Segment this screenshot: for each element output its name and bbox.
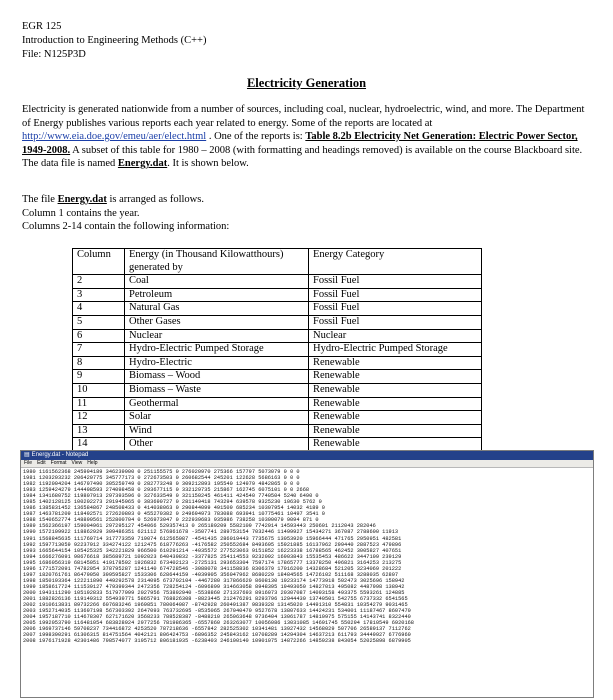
arrangement-line-3: Columns 2-14 contain the following information:	[22, 221, 230, 233]
data-line: 1980 1161562368 245994189 346239900 0 251155575 0 276020970 275366 157797 5073079 0 0 0	[23, 469, 300, 475]
notepad-icon: ▤	[24, 452, 30, 458]
data-line: 1992 1597713059 92237912 334274122 1212475 618776263 -4176582 250552684 8493695 15921885 16137962 299440 2887523 479896	[23, 541, 402, 548]
data-line: 1982 1192004204 146797490 305259749 0 282773248 0 309212893 195540 124979 4842865 0 0 0	[23, 481, 300, 488]
intro-paragraph	[22, 103, 594, 171]
data-line: 2004 1957187710 114678307 627171620 3568233 788528387 -8488210 265063648 9736404 13061787 14810975 575155 14143741 8322440	[23, 614, 411, 621]
data-line: 1995 1686056319 68145051 419178592 1926832 673402123 -2725131 293653304 7597174 17865777 13378250 496821 3164253 213275	[23, 559, 402, 566]
menu-format[interactable]: Format	[50, 460, 67, 466]
table-row	[73, 275, 482, 289]
energy-source: Other Gases	[125, 315, 309, 329]
header-energy: Energy (in Thousand Kilowatthours) generated by	[125, 249, 309, 275]
table-row	[73, 424, 482, 438]
menu-view[interactable]: View	[71, 460, 83, 466]
columns-table-body	[73, 275, 482, 452]
energy-source: Solar	[125, 411, 309, 425]
header-column: Column	[73, 249, 125, 275]
notepad-text-area[interactable]	[21, 468, 593, 697]
intro-text-3: A subset of this table for 1980 – 2008 (with formatting and headings removed) is available on the course Blackboard site. The data file is named	[22, 144, 583, 170]
data-line: 1991 1568845635 111769714 317773359 719074 612565087 -4541435 286019443 7735675 13053920 15966444 471765 2950951 482581	[23, 535, 402, 542]
notepad-content	[23, 469, 414, 644]
data-line: 1996 1771572091 74782054 378795287 1241140 674728546 -3088078 341158836 8306379 17016200 14328684 521205 3234069 201222	[23, 565, 402, 572]
data-line: 2006 1969737146 59708237 734416872 4253520 787218636 -6557842 282525302 10341481 13927432 14568029 507706 26589137 7112762	[23, 626, 411, 633]
notepad-window[interactable]	[20, 450, 594, 698]
column-number: 12	[73, 411, 125, 425]
energy-source: Geothermal	[125, 397, 309, 411]
menu-edit[interactable]: Edit	[37, 460, 46, 466]
table-row	[73, 315, 482, 329]
table-row	[73, 356, 482, 370]
column-number: 2	[73, 275, 125, 289]
arrangement-line-1: The file Energy.dat is arranged as follows.	[22, 194, 204, 205]
data-line: 2002 1910613831 89732266 607683246 1969851 780064087 -8742928 260491387 9839328 13145020 14491310 554831 10354279 9031465	[23, 602, 408, 609]
data-line: 2007 1998390291 61306315 814751564 4042121 806424753 -6896352 245843162 10708289 14294304 14637213 611793 34449927 6776960	[23, 632, 411, 639]
energy-category: Fossil Fuel	[309, 275, 482, 289]
menu-help[interactable]: Help	[87, 460, 98, 466]
data-line: 1997 1820761761 86479050 399595827 1533306 628644159 -4039905 356047962 8680229 18484565 14726102 511168 3288035 62807	[23, 571, 399, 578]
data-filename: Energy.dat	[117, 158, 168, 170]
table-row	[73, 302, 482, 316]
energy-category: Renewable	[309, 411, 482, 425]
data-line: 2008 1976171928 42301486 798574077 3195712 806181935 -6238403 246100140 10901075 14872266 14859238 843054 52025898 6879905	[23, 638, 411, 645]
course-code: EGR 125	[22, 21, 62, 32]
energy-category: Renewable	[309, 424, 482, 438]
page-title: Electricity Generation	[246, 76, 367, 90]
energy-source: Other	[125, 438, 309, 452]
energy-source: Hydro-Electric	[125, 356, 309, 370]
energy-category: Nuclear	[309, 329, 482, 343]
column-number: 7	[73, 343, 125, 357]
data-line: 2003 1952714035 113697198 567303392 2647093 763732695 -8535065 267040470 9527678 13807633 14424231 534001 11187467 8607470	[23, 608, 411, 615]
data-line: 2001 1882826136 119149312 554939771 5865791 768826308 -8823445 212476291 8293796 12944430 13740501 542755 6737332 6541565	[23, 595, 408, 602]
column-number: 4	[73, 302, 125, 316]
energy-source: Nuclear	[125, 329, 309, 343]
data-line: 1988 1540652774 148899561 252800704 0 526973047 0 222939683 935986 738258 10300079 9094 871 0	[23, 517, 319, 524]
data-line: 1998 1850193364 122211890 449292578 2314095 673702104 -4467280 317866620 8608130 19233174 14773918 502473 3025696 158942	[23, 577, 405, 584]
data-line: 2000 1943111290 105192833 517977999 2027956 753892940 -5538860 271337693 8916073 20307087 14093158 493375 5593261 124885	[23, 589, 405, 596]
data-line: 1987 1463781209 118492571 272620803 0 455270382 0 249694973 783088 693941 10775461 10497 3541 0	[23, 511, 325, 518]
notepad-titlebar[interactable]	[21, 451, 593, 460]
column-number: 13	[73, 424, 125, 438]
data-line: 1985 1402128125 100202273 291945965 0 383690727 0 281149418 743294 639578 9325230 10630 5762 0	[23, 499, 322, 506]
energy-category: Renewable	[309, 383, 482, 397]
column-number: 9	[73, 370, 125, 384]
data-line: 1989 1562366197 159004961 297295127 454066 529357413 0 265189209 5582109 7742914 14593443 250601 2112043 282046	[23, 523, 376, 530]
data-line: 1986 1385831452 136584867 248508433 0 414038063 0 290844099 491509 685234 10307954 14032 4189 0	[23, 505, 325, 512]
data-line: 1984 1341680752 119807913 297393596 0 327633549 0 321150245 461411 424540 7740504 5240 6490 0	[23, 493, 319, 500]
document-header	[22, 20, 206, 62]
column-number: 3	[73, 288, 125, 302]
table-row	[73, 411, 482, 425]
column-number: 14	[73, 438, 125, 452]
data-line: 1993 1665644154 105425325 342221829 966500 610291214 -4035572 277523063 9151852 16223338 16788565 462452 3005827 407651	[23, 547, 402, 554]
course-title: Introduction to Engineering Methods (C++)	[22, 35, 207, 46]
columns-table	[72, 248, 482, 452]
menu-file[interactable]: File	[24, 460, 33, 466]
energy-source: Biomass – Waste	[125, 383, 309, 397]
file-arrangement-paragraph	[22, 193, 594, 234]
energy-source: Biomass – Wood	[125, 370, 309, 384]
arrangement-line-2: Column 1 contains the year.	[22, 207, 140, 219]
data-line: 1983 1259424279 144498593 274098458 0 293677115 0 332129735 215867 162745 6075101 0 0 2668	[23, 487, 310, 494]
table-row	[73, 343, 482, 357]
file-name: File: N125P3D	[22, 49, 86, 60]
table-row	[73, 383, 482, 397]
energy-source: Natural Gas	[125, 302, 309, 316]
intro-text-2: . One of the reports is:	[206, 131, 306, 143]
table-row	[73, 288, 482, 302]
data-line: 1990 1572109922 118862929 309486351 621112 576861678 -3507741 289753154 7032446 11499927 15434271 367087 2788600 11913	[23, 529, 399, 536]
energy-source: Coal	[125, 275, 309, 289]
data-line: 1999 1858617724 111539127 479399344 2472356 728254124 -6096899 314663058 8948395 19493050 14827013 495082 4487998 138942	[23, 583, 405, 590]
eia-link[interactable]: http://www.eia.doe.gov/emeu/aer/elect.html	[22, 131, 207, 143]
energy-category: Renewable	[309, 356, 482, 370]
table-header-row	[73, 249, 482, 275]
table-row	[73, 329, 482, 343]
intro-text-1: Electricity is generated nationwide from a number of sources, including coal, nuclear, hydroelectric, wind, and more. The Department of Energy publishes various reports each year related to energy. Some of the reports are located at	[22, 104, 585, 129]
data-line: 2005 1992053790 116481054 683828924 2977256 781986365 -6557860 263263077 10056086 13031085 14691745 550294 17810549 6920168	[23, 620, 414, 627]
energy-category: Hydro-Electric Pumped Storage	[309, 343, 482, 357]
energy-category: Fossil Fuel	[309, 315, 482, 329]
column-number: 10	[73, 383, 125, 397]
energy-source: Hydro-Electric Pumped Storage	[125, 343, 309, 357]
header-category: Energy Category	[309, 249, 482, 275]
notepad-menubar	[21, 460, 593, 468]
energy-category: Fossil Fuel	[309, 288, 482, 302]
column-number: 8	[73, 356, 125, 370]
energy-category: Renewable	[309, 397, 482, 411]
intro-text-4: . It is shown below.	[167, 158, 249, 170]
energy-category: Renewable	[309, 438, 482, 452]
table-reference: Table 8.2b Electricity Net Generation: Electric Power Sector, 1949-2008.	[22, 131, 578, 156]
energy-category: Renewable	[309, 370, 482, 384]
arrangement-filename: Energy.dat	[57, 194, 107, 205]
notepad-title: Energy.dat - Notepad	[31, 452, 89, 458]
data-line: 1981 1203203232 206420775 345777173 0 272673503 0 260682544 245201 122628 5686163 0 0 0	[23, 475, 300, 482]
column-number: 11	[73, 397, 125, 411]
energy-source: Petroleum	[125, 288, 309, 302]
table-row	[73, 397, 482, 411]
energy-category: Fossil Fuel	[309, 302, 482, 316]
table-row	[73, 370, 482, 384]
column-number: 6	[73, 329, 125, 343]
data-line: 1994 1666276091 98676618 385689721 1092023 640439832 -3377825 254114553 9232092 16903843 15535453 486622 3447109 239129	[23, 553, 402, 560]
column-number: 5	[73, 315, 125, 329]
energy-source: Wind	[125, 424, 309, 438]
